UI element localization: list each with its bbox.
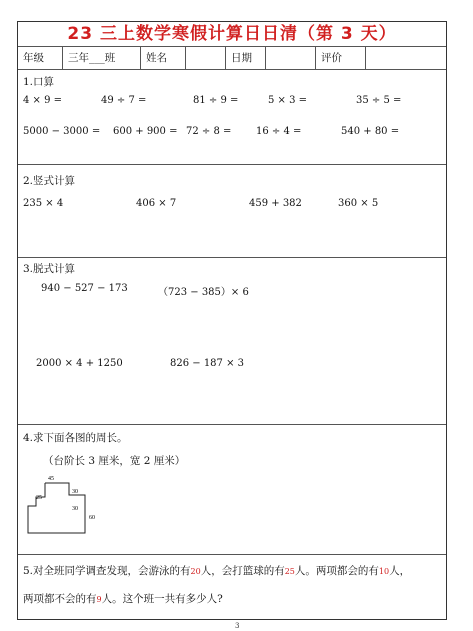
- figure-label: 60: [89, 515, 95, 521]
- section-word-problem: [18, 555, 446, 621]
- section-mental-math: [18, 70, 446, 165]
- worksheet-title: 23 三上数学寒假计算日日清（第 3 天）: [18, 22, 446, 47]
- problem-line-1: 5.对全班同学调查发现，会游泳的有20人，会打篮球的有25人。两项都会的有10人，: [23, 565, 411, 577]
- problem: 406 × 7: [136, 198, 177, 209]
- figure-label: 30: [72, 506, 78, 512]
- problem: （723 − 385）× 6: [158, 287, 249, 298]
- section4-subtitle: （台阶长 3 厘米，宽 2 厘米）: [43, 455, 186, 467]
- problem: 459 + 382: [249, 198, 302, 209]
- date-label: 日期: [226, 47, 266, 70]
- problem: 5 × 3 =: [268, 95, 308, 106]
- problem: 81 ÷ 9 =: [193, 95, 239, 106]
- problem: 49 ÷ 7 =: [101, 95, 147, 106]
- section-vertical-calc: [18, 165, 446, 258]
- number-both: 10: [378, 567, 390, 576]
- section2-title: 2.竖式计算: [23, 175, 76, 187]
- problem-line-2: 两项都不会的有9人。这个班一共有多少人?: [23, 593, 223, 605]
- info-row: [18, 47, 446, 70]
- problem: 5000 − 3000 =: [23, 126, 101, 137]
- problem: 16 ÷ 4 =: [256, 126, 302, 137]
- staircase-figure: [18, 470, 108, 540]
- problem: 540 + 80 =: [341, 126, 400, 137]
- section3-title: 3.脱式计算: [23, 263, 76, 275]
- page-number: 3: [235, 622, 240, 630]
- problem: 72 ÷ 8 =: [186, 126, 232, 137]
- problem: 4 × 9 =: [23, 95, 63, 106]
- section1-title: 1.口算: [23, 76, 55, 88]
- name-label: 姓名: [141, 47, 186, 70]
- problem: 360 × 5: [338, 198, 379, 209]
- name-field[interactable]: [186, 47, 226, 70]
- figure-label: 25: [36, 495, 42, 501]
- problem: 600 + 900 =: [113, 126, 178, 137]
- number-basketball: 25: [284, 567, 295, 576]
- problem: 826 − 187 × 3: [170, 358, 245, 369]
- worksheet: [17, 21, 447, 620]
- number-swim: 20: [190, 567, 201, 576]
- figure-label: 30: [72, 489, 78, 495]
- eval-label: 评价: [316, 47, 366, 70]
- section-perimeter: [18, 425, 446, 555]
- problem: 35 ÷ 5 =: [356, 95, 402, 106]
- section4-title: 4.求下面各图的周长。: [23, 432, 128, 444]
- number-neither: 9: [96, 595, 102, 604]
- figure-label: 45: [48, 476, 54, 482]
- section-step-calc: [18, 258, 446, 425]
- grade-value: 三年___班: [63, 47, 141, 70]
- date-field[interactable]: [266, 47, 316, 70]
- problem: 940 − 527 − 173: [41, 283, 128, 294]
- grade-label: 年级: [18, 47, 63, 70]
- eval-field[interactable]: [366, 47, 448, 70]
- problem: 235 × 4: [23, 198, 64, 209]
- problem: 2000 × 4 + 1250: [36, 358, 123, 369]
